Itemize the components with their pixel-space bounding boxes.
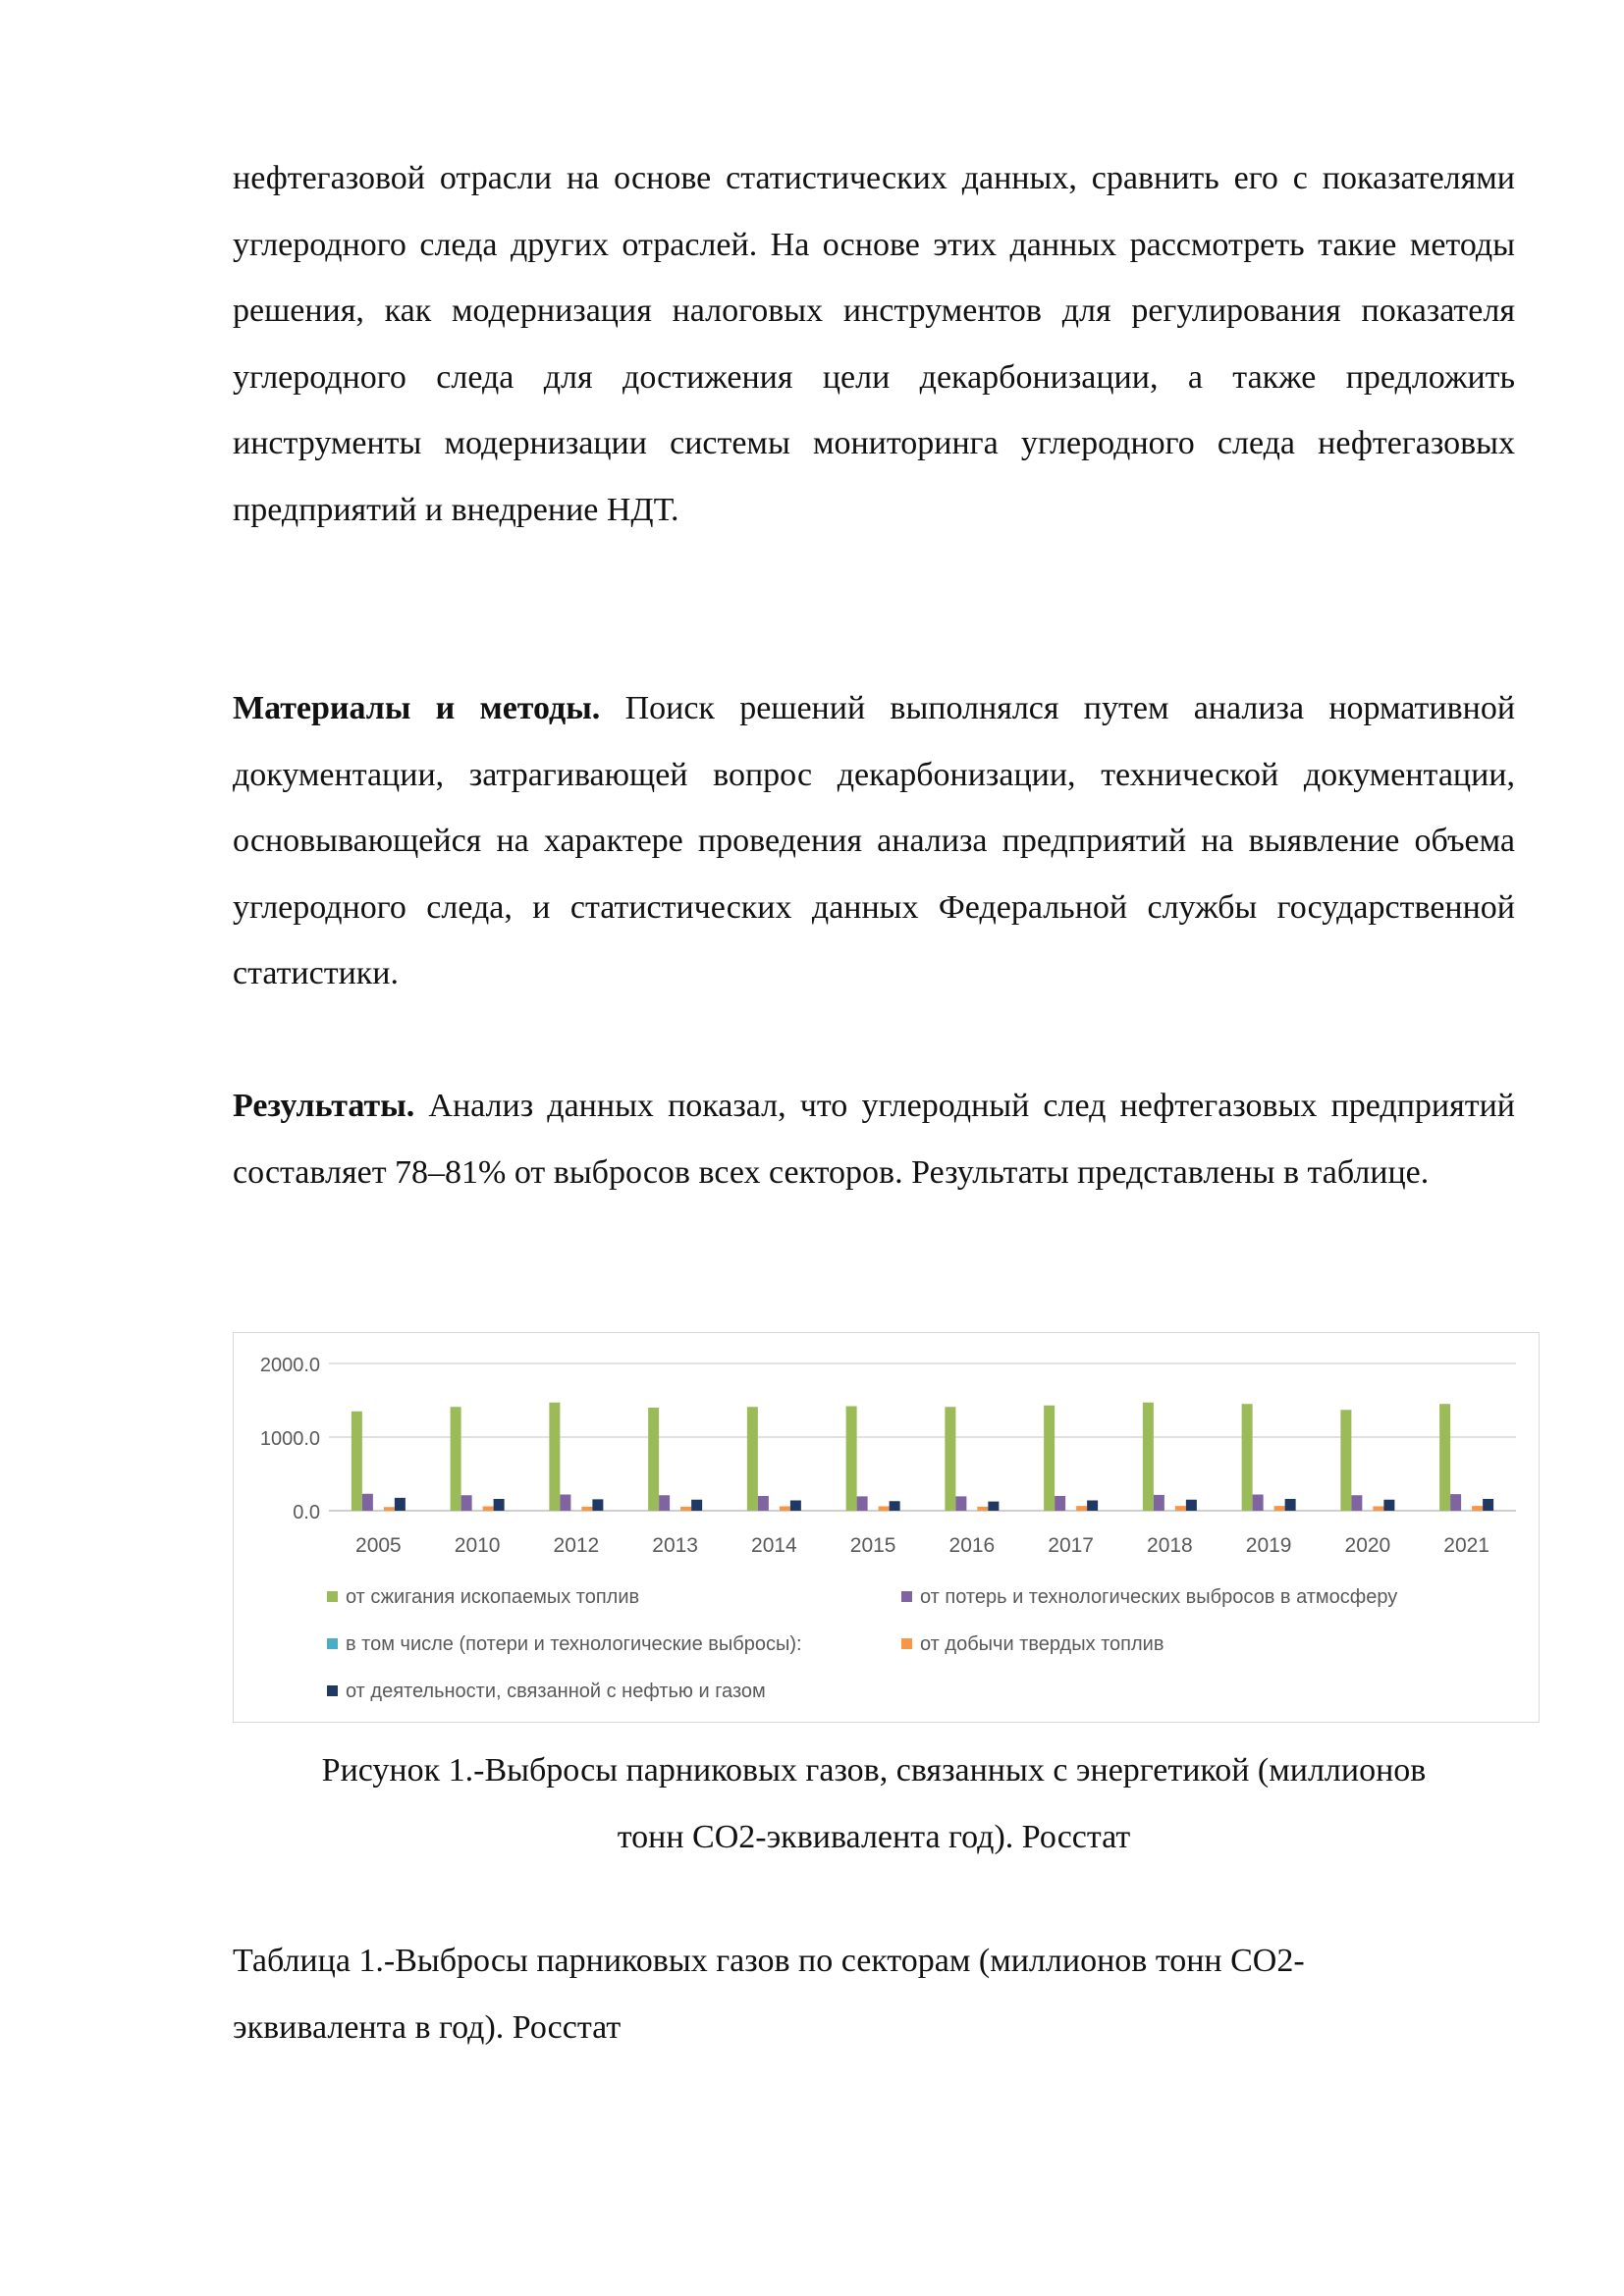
bar <box>362 1494 373 1511</box>
legend-swatch <box>327 1685 338 1696</box>
table-caption <box>233 1928 1515 2060</box>
methods-paragraph <box>233 675 1515 1007</box>
bar <box>1383 1500 1394 1511</box>
legend-swatch <box>327 1591 338 1602</box>
methods-heading: Материалы и методы. <box>233 690 601 726</box>
bar <box>790 1501 801 1512</box>
emissions-chart-svg <box>234 1333 1541 1724</box>
bar <box>1483 1499 1493 1511</box>
bar <box>747 1407 758 1511</box>
bar <box>1373 1507 1383 1512</box>
bar <box>1253 1495 1264 1512</box>
bar <box>1154 1495 1164 1511</box>
x-tick-label: 2016 <box>948 1534 996 1557</box>
bar <box>648 1408 659 1511</box>
results-heading: Результаты. <box>233 1088 415 1124</box>
x-tick-label: 2021 <box>1443 1534 1489 1557</box>
intro-text: нефтегазовой отрасли на основе статистических данных, сравнить его с показателями углеродного следа других отраслей. На основе этих данных рассмотреть такие методы решения, как модернизация налоговых инструментов для регулирования показателя углеродного следа для достижения цели декарбонизации, а также предложить инструменты модернизации системы мониторинга углеродного следа нефтегазовых предприятий и внедрение НДТ. <box>233 160 1515 528</box>
bar <box>1472 1506 1483 1511</box>
bar <box>1186 1500 1197 1511</box>
bar <box>1087 1501 1098 1512</box>
bar <box>977 1507 988 1511</box>
x-tick-label: 2012 <box>553 1534 600 1557</box>
legend-swatch <box>327 1638 338 1649</box>
x-tick-label: 2005 <box>355 1534 402 1557</box>
y-tick-label: 1000.0 <box>259 1428 320 1450</box>
intro-paragraph <box>233 145 1515 543</box>
x-tick-label: 2017 <box>1048 1534 1094 1557</box>
bar <box>879 1507 890 1512</box>
bar <box>395 1498 406 1511</box>
bar <box>846 1407 857 1512</box>
legend-label: от деятельности, связанной с нефтью и газом <box>346 1681 766 1702</box>
bar <box>1175 1506 1186 1511</box>
bar <box>659 1495 670 1511</box>
bar <box>384 1507 395 1511</box>
x-tick-label: 2020 <box>1344 1534 1391 1557</box>
x-tick-label: 2010 <box>454 1534 501 1557</box>
bar <box>560 1495 570 1512</box>
bar <box>955 1496 966 1511</box>
bar <box>461 1495 472 1511</box>
bar <box>945 1407 955 1511</box>
x-tick-label: 2019 <box>1245 1534 1292 1557</box>
x-tick-label: 2014 <box>751 1534 797 1557</box>
legend-swatch <box>901 1638 912 1649</box>
x-tick-label: 2018 <box>1147 1534 1193 1557</box>
bar <box>494 1499 505 1511</box>
bar <box>1340 1410 1351 1511</box>
bar <box>988 1502 999 1511</box>
bar <box>1076 1506 1087 1511</box>
figure-caption-line1: Рисунок 1.-Выбросы парниковых газов, связанных с энергетикой (миллионов <box>321 1752 1427 1789</box>
table-caption-line2: эквивалента в год). Росстат <box>233 2008 622 2046</box>
methods-text: Поиск решений выполнялся путем анализа нормативной документации, затрагивающей вопрос декарбонизации, технической документации, основывающейся на характере проведения анализа предприятий на выявление объема углеродного следа, и статистических данных Федеральной службы государственной статистики. <box>233 690 1516 991</box>
bar <box>1242 1404 1253 1511</box>
bar <box>1274 1506 1285 1511</box>
emissions-chart <box>233 1332 1540 1723</box>
bar <box>592 1499 603 1511</box>
bar <box>1351 1495 1362 1511</box>
y-tick-label: 2000.0 <box>259 1355 320 1376</box>
bar <box>758 1496 769 1511</box>
results-paragraph <box>233 1073 1515 1205</box>
bar <box>680 1507 691 1511</box>
bar <box>1285 1499 1296 1511</box>
legend-label: в том числе (потери и технологические выбросы): <box>346 1633 802 1655</box>
legend-label: от сжигания ископаемых топлив <box>346 1586 640 1608</box>
bar <box>1450 1494 1461 1511</box>
legend-swatch <box>901 1591 912 1602</box>
figure-caption <box>233 1737 1515 1870</box>
bar <box>1044 1406 1055 1511</box>
bar <box>451 1407 461 1511</box>
bar <box>549 1403 560 1511</box>
bar <box>483 1507 494 1512</box>
legend-label: от потерь и технологических выбросов в атмосферу <box>920 1586 1398 1608</box>
y-tick-label: 0.0 <box>293 1502 320 1523</box>
x-tick-label: 2013 <box>652 1534 698 1557</box>
figure-caption-line2: тонн СО2-эквивалента год). Росстат <box>617 1818 1131 1855</box>
bar <box>1055 1496 1065 1511</box>
bar <box>1143 1403 1154 1511</box>
legend-label: от добычи твердых топлив <box>920 1633 1164 1655</box>
bar <box>352 1412 362 1511</box>
bar <box>581 1507 592 1511</box>
bar <box>890 1501 900 1511</box>
bar <box>780 1507 790 1512</box>
table-caption-line1: Таблица 1.-Выбросы парниковых газов по секторам (миллионов тонн СО2- <box>233 1943 1305 1979</box>
x-tick-label: 2015 <box>849 1534 896 1557</box>
bar <box>1439 1404 1450 1511</box>
bar <box>691 1500 702 1511</box>
results-text: Анализ данных показал, что углеродный след нефтегазовых предприятий составляет 78–81% от выбросов всех секторов. Результаты представлены в таблице. <box>233 1088 1515 1191</box>
bar <box>857 1496 868 1511</box>
